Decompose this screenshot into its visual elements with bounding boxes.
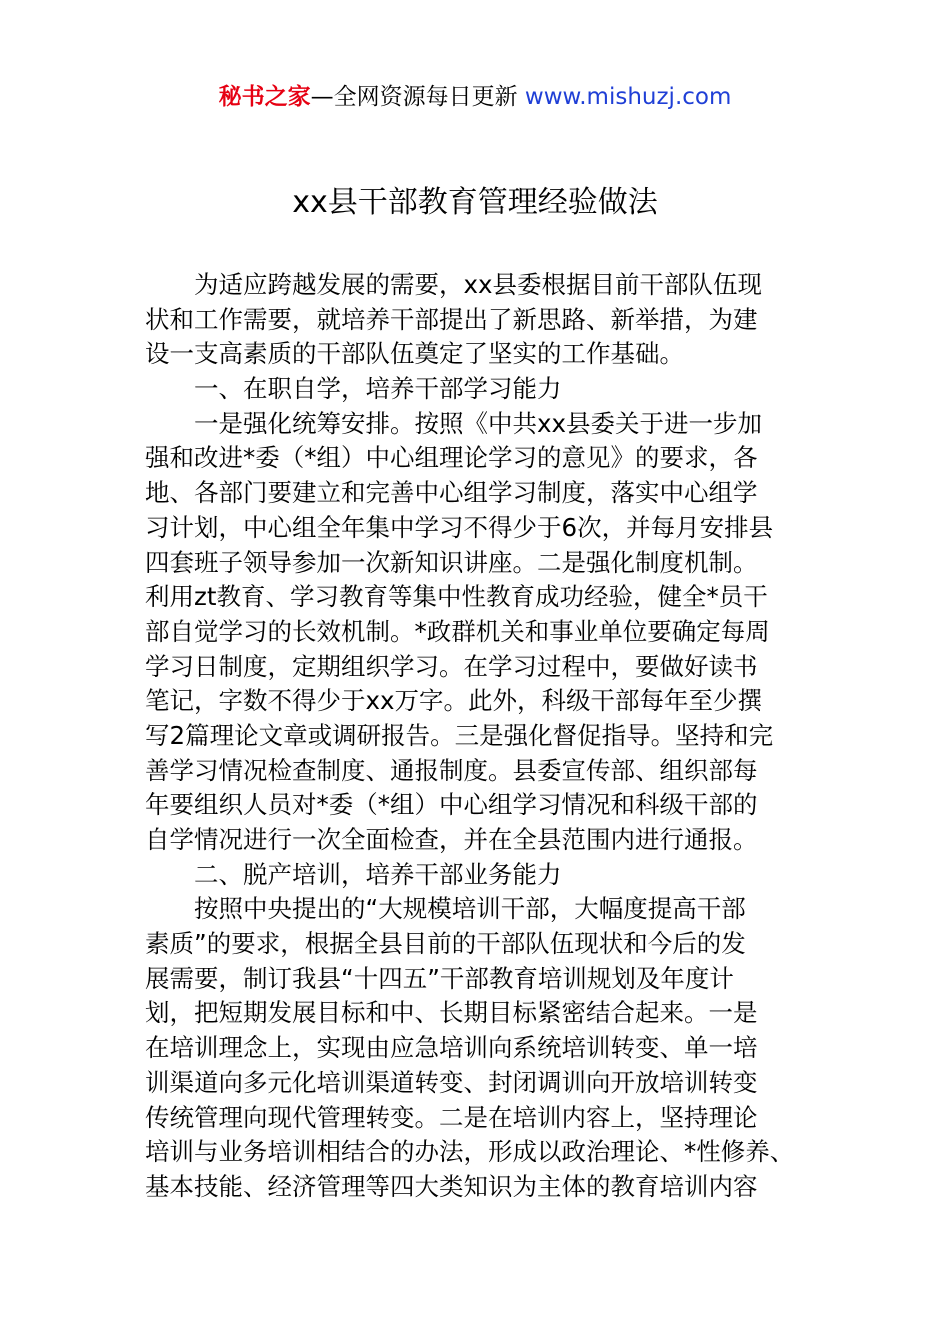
text-line: 传统管理向现代管理转变。二是在培训内容上，坚持理论 <box>145 1102 758 1132</box>
text-line: 基本技能、经济管理等四大类知识为主体的教育培训内容 <box>145 1171 758 1201</box>
text-line: 利用zt教育、学习教育等集中性教育成功经验，健全*员干 <box>145 582 768 612</box>
text-line: 地、各部门要建立和完善中心组学习制度，落实中心组学 <box>145 478 758 508</box>
banner-brand: 秘书之家 <box>218 84 311 110</box>
text-line: 写2篇理论文章或调研报告。三是强化督促指导。坚持和完 <box>145 720 774 750</box>
document-body <box>145 268 815 1205</box>
text-line: 划，把短期发展目标和中、长期目标紧密结合起来。一是 <box>145 998 758 1028</box>
text-line: 习计划，中心组全年集中学习不得少于6次，并每月安排县 <box>145 512 774 542</box>
banner-tagline: —全网资源每日更新 <box>310 84 525 110</box>
text-line: 部自觉学习的长效机制。*政群机关和事业单位要确定每周 <box>145 616 770 646</box>
text-line: 状和工作需要，就培养干部提出了新思路、新举措，为建 <box>145 304 758 334</box>
text-line: 善学习情况检查制度、通报制度。县委宣传部、组织部每 <box>145 755 758 785</box>
section-heading-1: 一、在职自学，培养干部学习能力 <box>145 374 562 404</box>
text-line: 展需要，制订我县“十四五”干部教育培训规划及年度计 <box>145 963 734 993</box>
text-line: 自学情况进行一次全面检查，并在全县范围内进行通报。 <box>145 825 758 854</box>
text-line: 素质”的要求，根据全县目前的干部队伍现状和今后的发 <box>145 929 746 959</box>
banner-url-link[interactable]: www.mishuzj.com <box>524 84 732 110</box>
text-line: 年要组织人员对*委（*组）中心组学习情况和科级干部的 <box>145 790 758 820</box>
text-line: 培训与业务培训相结合的办法，形成以政治理论、*性修养、 <box>145 1137 795 1167</box>
text-line: 笔记，字数不得少于xx万字。此外，科级干部每年至少撰 <box>145 686 762 716</box>
section-heading-2: 二、脱产培训，培养干部业务能力 <box>145 859 562 889</box>
text-line: 在培训理念上，实现由应急培训向系统培训转变、单一培 <box>145 1033 758 1063</box>
text-line: 为适应跨越发展的需要，xx县委根据目前干部队伍现 <box>145 270 762 299</box>
text-line: 学习日制度，定期组织学习。在学习过程中，要做好读书 <box>145 651 758 681</box>
text-line: 训渠道向多元化培训渠道转变、封闭调训向开放培训转变 <box>145 1067 758 1097</box>
text-line: 设一支高素质的干部队伍奠定了坚实的工作基础。 <box>145 339 684 369</box>
document-title: xx县干部教育管理经验做法 <box>292 185 658 220</box>
text-line: 一是强化统筹安排。按照《中共xx县委关于进一步加 <box>145 408 762 438</box>
text-line: 强和改进*委（*组）中心组理论学习的意见》的要求，各 <box>145 443 758 473</box>
text-line: 按照中央提出的“大规模培训干部，大幅度提高干部 <box>145 894 746 924</box>
site-banner <box>0 80 950 114</box>
text-line: 四套班子领导参加一次新知识讲座。二是强化制度机制。 <box>145 547 758 577</box>
